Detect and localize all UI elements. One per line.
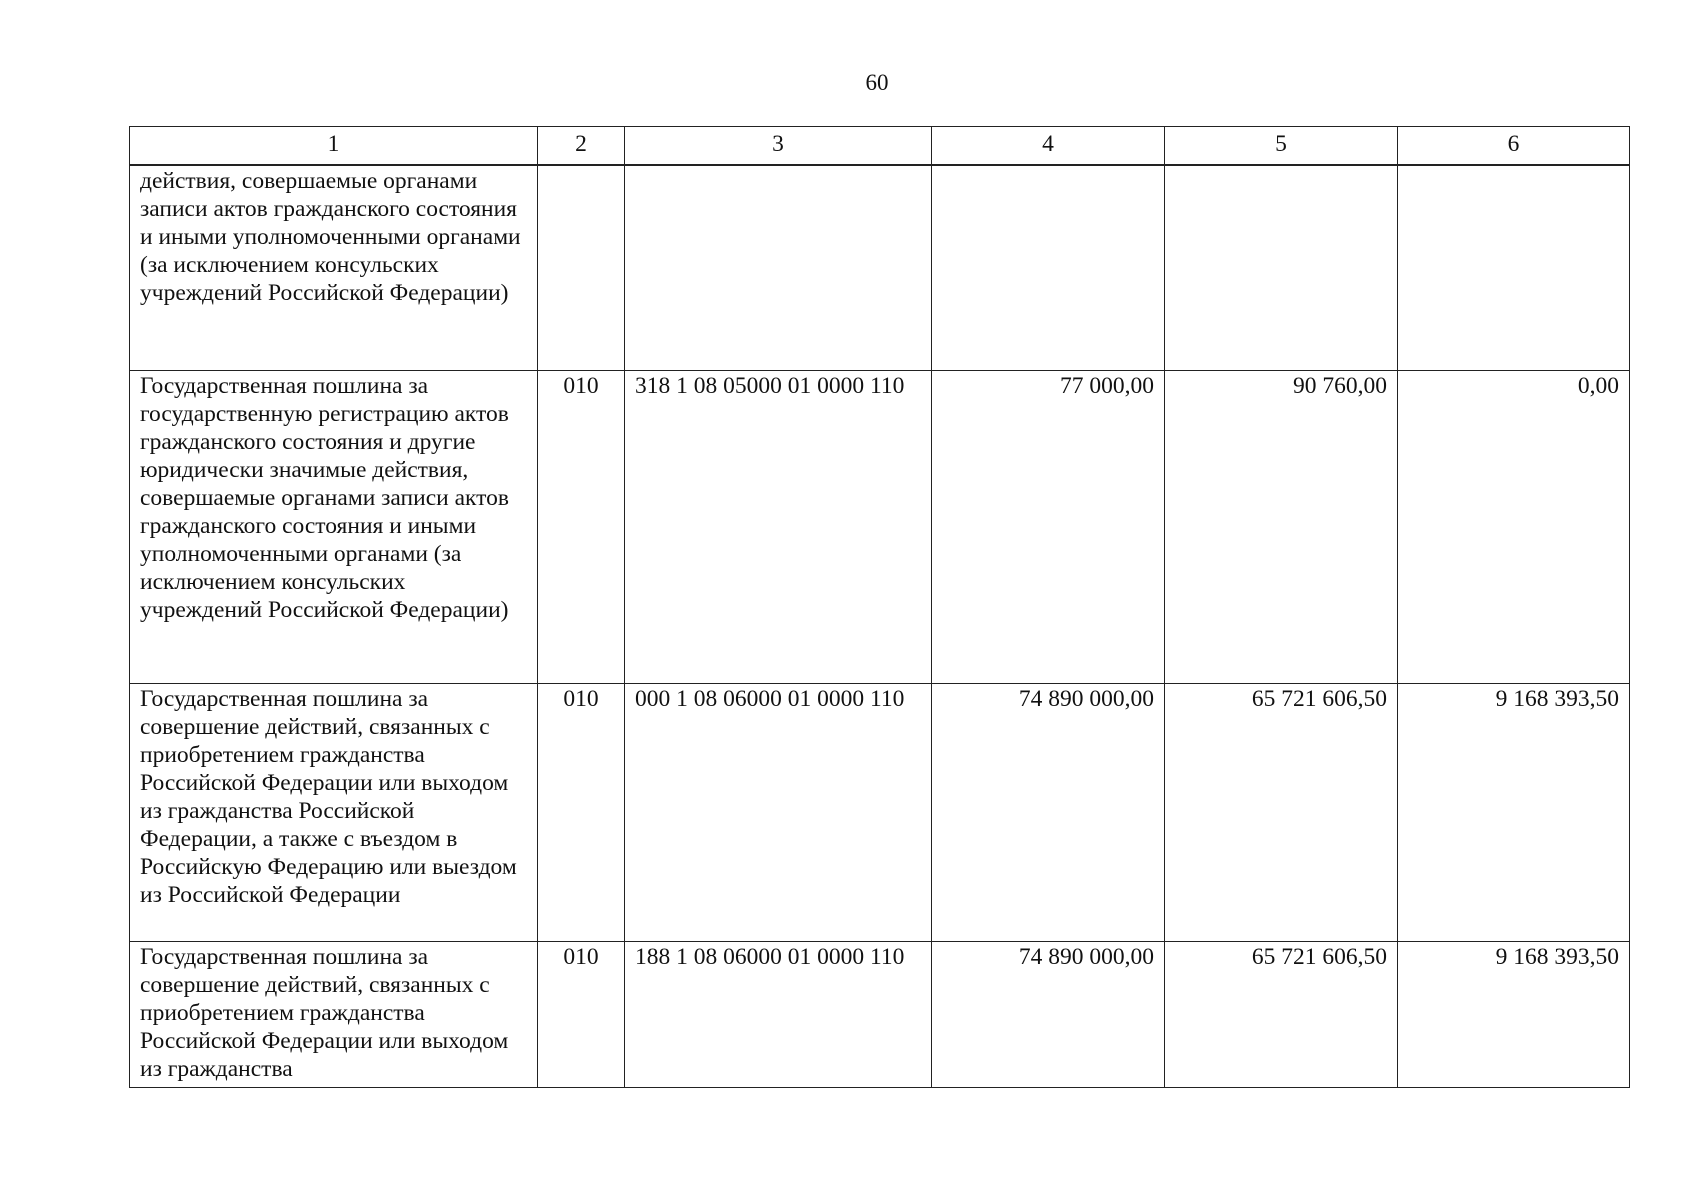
column-header-2: 2 [538,127,625,166]
row-name-cell: Государственная пошлина за совершение действий, связанных с приобретением гражданства Российской Федерации или выходом из гражданства Российской Федерации, а также с въездом в Российскую Федерацию или выездом из Российской Федерации [130,683,538,941]
row-code-cell: 010 [538,370,625,683]
table-row [130,165,1630,370]
row-approved-cell: 74 890 000,00 [932,683,1165,941]
row-approved-cell [932,165,1165,370]
row-approved-cell: 77 000,00 [932,370,1165,683]
row-kbk-cell: 000 1 08 06000 01 0000 110 [625,683,932,941]
row-executed-cell: 65 721 606,50 [1165,941,1398,1087]
row-code-cell [538,165,625,370]
row-approved-cell: 74 890 000,00 [932,941,1165,1087]
row-executed-cell: 65 721 606,50 [1165,683,1398,941]
revenue-table [129,126,1630,1088]
table-row [130,370,1630,683]
row-unexecuted-cell [1398,165,1630,370]
column-header-4: 4 [932,127,1165,166]
row-executed-cell [1165,165,1398,370]
row-kbk-cell: 188 1 08 06000 01 0000 110 [625,941,932,1087]
row-code-cell: 010 [538,683,625,941]
column-header-3: 3 [625,127,932,166]
row-executed-cell: 90 760,00 [1165,370,1398,683]
column-header-6: 6 [1398,127,1630,166]
page-number: 60 [865,70,889,95]
row-name-cell: Государственная пошлина за государственную регистрацию актов гражданского состояния и другие юридически значимые действия, совершаемые органами записи актов гражданского состояния и иными уполномоченными органами (за исключением консульских учреждений Российской Федерации) [130,370,538,683]
row-unexecuted-cell: 0,00 [1398,370,1630,683]
column-header-5: 5 [1165,127,1398,166]
table-row [130,941,1630,1087]
table-header-row [130,127,1630,166]
row-code-cell: 010 [538,941,625,1087]
row-unexecuted-cell: 9 168 393,50 [1398,683,1630,941]
column-header-1: 1 [130,127,538,166]
row-kbk-cell [625,165,932,370]
row-kbk-cell: 318 1 08 05000 01 0000 110 [625,370,932,683]
row-unexecuted-cell: 9 168 393,50 [1398,941,1630,1087]
row-name-cell: Государственная пошлина за совершение действий, связанных с приобретением гражданства Российской Федерации или выходом из гражданства [130,941,538,1087]
table-row [130,683,1630,941]
row-name-cell: действия, совершаемые органами записи актов гражданского состояния и иными уполномоченными органами (за исключением консульских учреждений Российской Федерации) [130,165,538,370]
